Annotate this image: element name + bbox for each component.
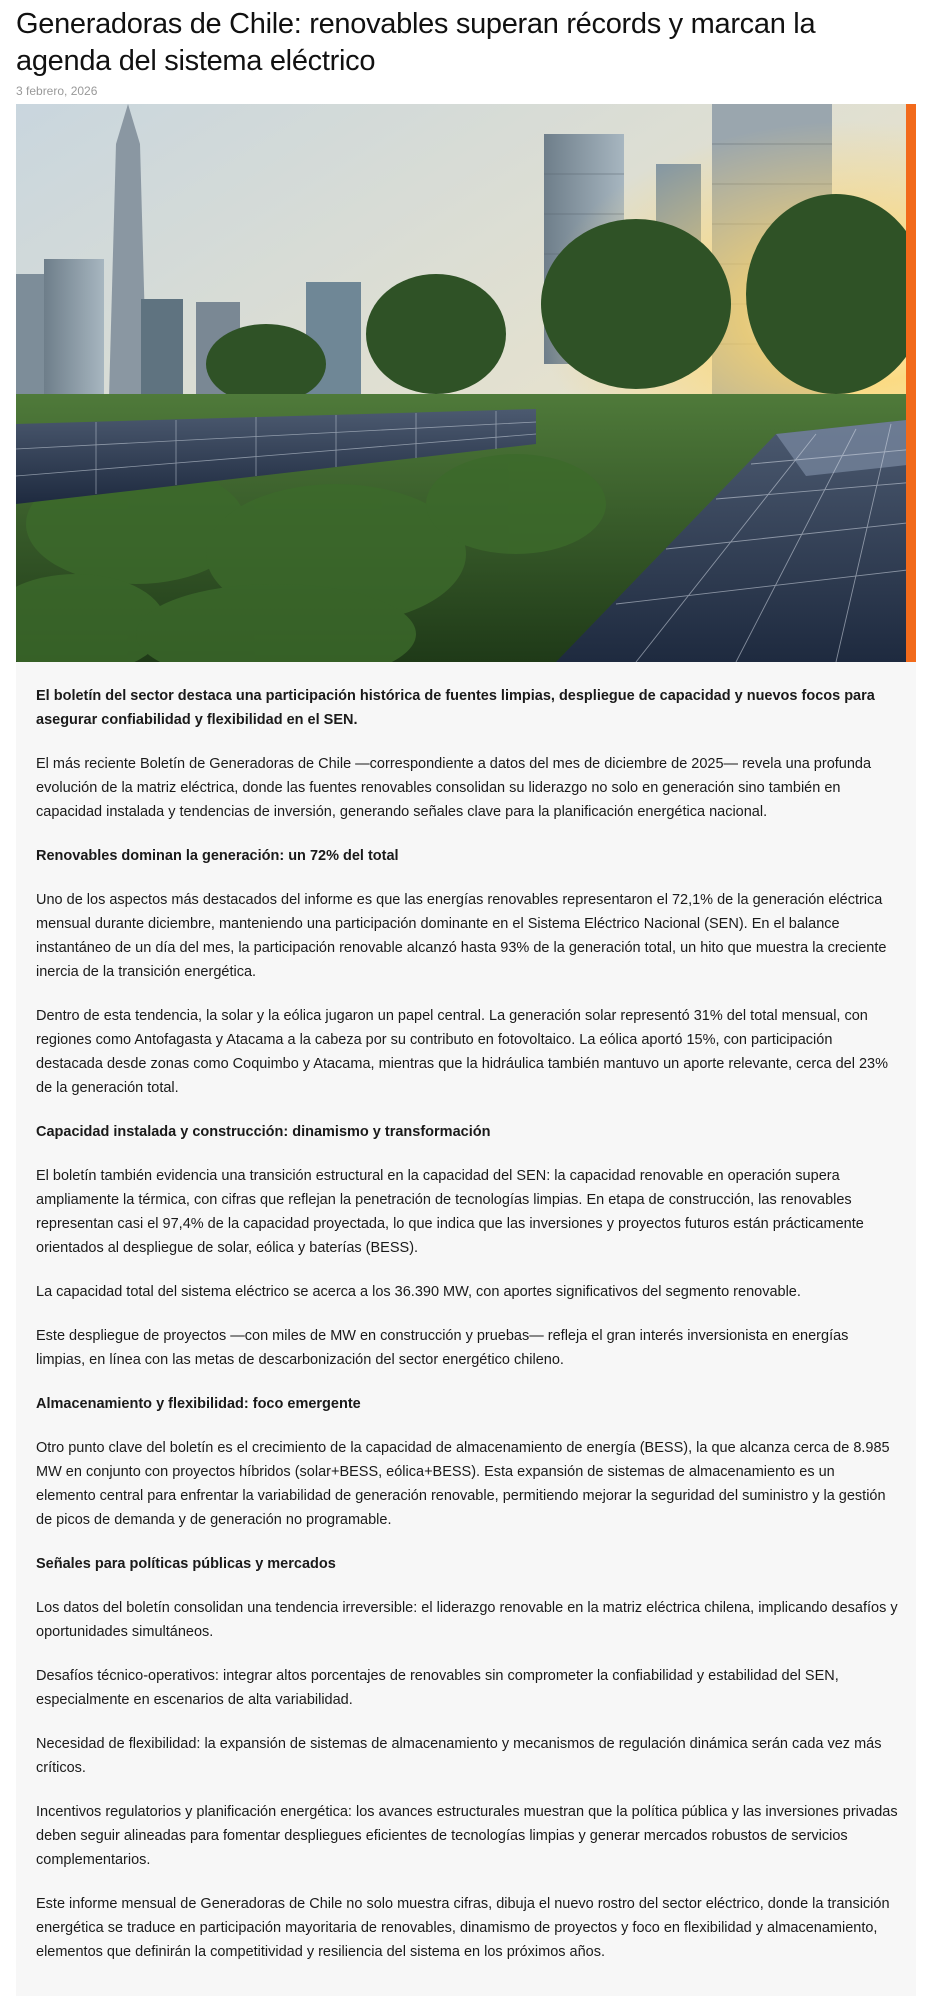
- paragraph: Necesidad de flexibilidad: la expansión de sistemas de almacenamiento y mecanismos de regulación dinámica serán cada vez más críticos.: [36, 1736, 882, 1776]
- paragraph: Este informe mensual de Generadoras de Chile no solo muestra cifras, dibuja el nuevo rostro del sector eléctrico, donde la transición energética se traduce en participación mayoritaria de renovables, dinamismo de proyectos y foco en flexibilidad y almacenamiento, elementos que definirán la competitividad y resiliencia del sistema en los próximos años.: [36, 1896, 890, 1960]
- article-body-container: [16, 662, 916, 1996]
- paragraph: Otro punto clave del boletín es el crecimiento de la capacidad de almacenamiento de energía (BESS), la que alcanza cerca de 8.985 MW en conjunto con proyectos híbridos (solar+BESS, eólica+BESS). Esta expansión de sistemas de almacenamiento es un elemento central para enfrentar la variabilidad de generación renovable, permitiendo mejorar la seguridad del suministro y la gestión de picos de demanda y de generación no programable.: [36, 1440, 890, 1528]
- paragraph: Dentro de esta tendencia, la solar y la eólica jugaron un papel central. La generación solar representó 31% del total mensual, con regiones como Antofagasta y Atacama a la cabeza por su contributo en fotovoltaico. La eólica aportó 15%, con participación destacada desde zonas como Coquimbo y Atacama, mientras que la hidráulica también mantuvo un aporte relevante, cerca del 23% de la generación total.: [36, 1008, 888, 1096]
- section-heading: Almacenamiento y flexibilidad: foco emergente: [36, 1396, 361, 1412]
- paragraph: Desafíos técnico-operativos: integrar altos porcentajes de renovables sin comprometer la confiabilidad y estabilidad del SEN, especialmente en escenarios de alta variabilidad.: [36, 1668, 839, 1708]
- article-lead: El boletín del sector destaca una participación histórica de fuentes limpias, despliegue de capacidad y nuevos focos para asegurar confiabilidad y flexibilidad en el SEN.: [36, 688, 875, 728]
- article-date: 3 febrero, 2026: [16, 84, 98, 98]
- paragraph: Los datos del boletín consolidan una tendencia irreversible: el liderazgo renovable en la matriz eléctrica chilena, implicando desafíos y oportunidades simultáneos.: [36, 1600, 898, 1640]
- section-heading: Señales para políticas públicas y mercados: [36, 1556, 336, 1572]
- hero-image: [16, 104, 916, 662]
- paragraph: La capacidad total del sistema eléctrico se acerca a los 36.390 MW, con aportes significativos del segmento renovable.: [36, 1284, 801, 1300]
- paragraph: El boletín también evidencia una transición estructural en la capacidad del SEN: la capacidad renovable en operación supera ampliamente la térmica, con cifras que reflejan la penetración de tecnologías limpias. En etapa de construcción, las renovables representan casi el 97,4% de la capacidad proyectada, lo que indica que las inversiones y proyectos futuros están prácticamente orientados al despliegue de solar, eólica y baterías (BESS).: [36, 1168, 864, 1256]
- paragraph: Incentivos regulatorios y planificación energética: los avances estructurales muestran que la política pública y las inversiones privadas deben seguir alineadas para fomentar despliegues eficientes de tecnologías limpias y generar mercados robustos de servicios complementarios.: [36, 1804, 898, 1868]
- paragraph: El más reciente Boletín de Generadoras de Chile —correspondiente a datos del mes de diciembre de 2025— revela una profunda evolución de la matriz eléctrica, donde las fuentes renovables consolidan su liderazgo no solo en generación sino también en capacidad instalada y tendencias de inversión, generando señales clave para la planificación energética nacional.: [36, 756, 872, 820]
- section-heading: Renovables dominan la generación: un 72% del total: [36, 848, 399, 864]
- paragraph: Este despliegue de proyectos —con miles de MW en construcción y pruebas— refleja el gran interés inversionista en energías limpias, en línea con las metas de descarbonización del sector energético chileno.: [36, 1328, 849, 1368]
- section-heading: Capacidad instalada y construcción: dinamismo y transformación: [36, 1124, 491, 1140]
- paragraph: Uno de los aspectos más destacados del informe es que las energías renovables representaron el 72,1% de la generación eléctrica mensual durante diciembre, manteniendo una participación dominante en el Sistema Eléctrico Nacional (SEN). En el balance instantáneo de un día del mes, la participación renovable alcanzó hasta 93% de la generación total, un hito que muestra la creciente inercia de la transición energética.: [36, 892, 887, 980]
- accent-bar: [906, 104, 916, 662]
- article-title: Generadoras de Chile: renovables superan récords y marcan la agenda del sistema eléctrico: [16, 8, 816, 77]
- solar-city-illustration: [16, 104, 916, 662]
